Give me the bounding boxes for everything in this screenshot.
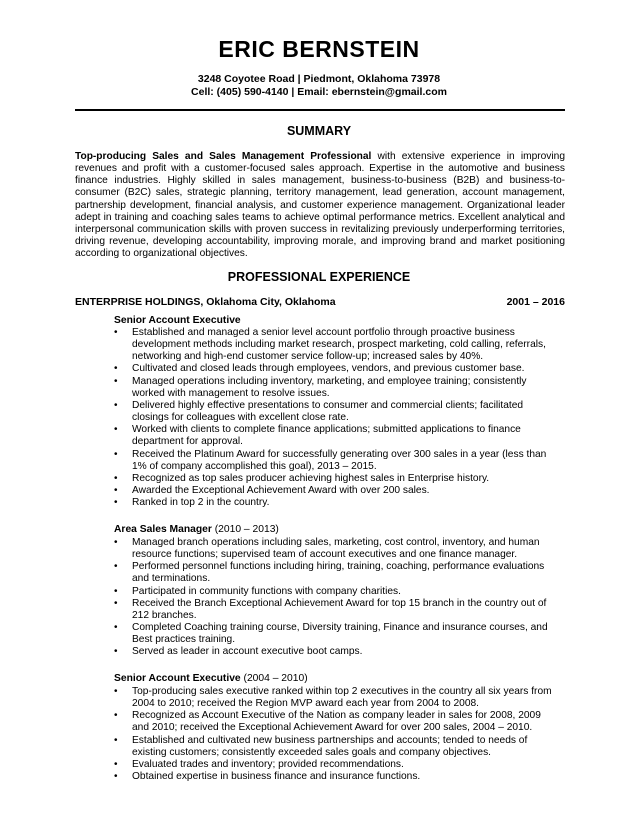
role-title-line — [114, 673, 308, 684]
list-item: • Awarded the Exceptional Achievement Award with over 200 sales. — [114, 485, 560, 497]
employer-dates: 2001 – 2016 — [506, 296, 565, 308]
summary-heading: SUMMARY — [286, 124, 352, 138]
list-item: • Recognized as top sales producer achieving highest sales in Enterprise history. — [114, 473, 560, 485]
list-item: • Recognized as Account Executive of the Nation as company leader in sales for 2008, 2009 and 2010; received the Exceptional Achievement Award for over 200 sales, 2004 – 2010. — [114, 710, 560, 734]
summary-body: with extensive experience in improving revenues and profit with a customer-focused sales approach. Expertise in the automotive and business finance industries. Highly skilled in sales management, business-to-business (B2B) and business-to-consumer (B2C) sales, strategic planning, territory management, lead generation, account management, partnership development, financial analysis, and customer experience management. Organizational leader adept in training and coaching sales teams to achieve optimal performance metrics. Excellent analytical and interpersonal communication skills with proven success in revitalizing previously underperforming territories, driving revenue, developing accountability, improving morale, and improving brand and market positioning according to organizational objectives. — [75, 151, 565, 260]
role-bullet-list — [114, 327, 560, 509]
experience-heading: PROFESSIONAL EXPERIENCE — [227, 270, 411, 284]
summary-paragraph — [75, 151, 565, 260]
list-item: • Served as leader in account executive boot camps. — [114, 646, 560, 658]
candidate-name: ERIC BERNSTEIN — [218, 36, 420, 62]
role-dates: (2010 – 2013) — [211, 524, 279, 535]
list-item: • Delivered highly effective presentations to consumer and commercial clients; facilitated closings for colleagues with excellent close rate. — [114, 400, 560, 424]
role-bullet-list — [114, 537, 560, 659]
list-item: • Participated in community functions with company charities. — [114, 586, 560, 598]
role-title: Senior Account Executive — [114, 315, 241, 326]
list-item: • Cultivated and closed leads through employees, vendors, and previous customer base. — [114, 363, 560, 375]
list-item: • Received the Branch Exceptional Achievement Award for top 15 branch in the country out of 212 branches. — [114, 598, 560, 622]
list-item: • Ranked in top 2 in the country. — [114, 497, 560, 509]
role-title: Senior Account Executive — [114, 673, 241, 684]
summary-lead: Top-producing Sales and Sales Management Professional — [75, 151, 372, 162]
list-item: • Established and cultivated new business partnerships and accounts; tended to needs of existing customers; consistently exceeded sales goals and company objectives. — [114, 735, 560, 759]
employer-line — [75, 296, 565, 308]
role-bullet-list — [114, 686, 560, 783]
list-item: • Received the Platinum Award for successfully generating over 300 sales in a year (less than 1% of company accomplished this goal), 2013 – 2015. — [114, 449, 560, 473]
list-item: • Managed branch operations including sales, marketing, cost control, inventory, and human resource functions; supervised team of account executives and one finance manager. — [114, 537, 560, 561]
list-item: • Worked with clients to complete finance applications; submitted applications to finance department for approval. — [114, 424, 560, 448]
list-item: • Top-producing sales executive ranked within top 2 executives in the country all six years from 2004 to 2010; received the Region MVP award each year from 2004 to 2008. — [114, 686, 560, 710]
list-item: • Completed Coaching training course, Diversity training, Finance and insurance courses, and Best practices training. — [114, 622, 560, 646]
role-title-line — [114, 315, 241, 326]
contact-line: Cell: (405) 590-4140 | Email: ebernstein@gmail.com — [191, 86, 447, 98]
list-item: • Obtained expertise in business finance and insurance functions. — [114, 771, 560, 783]
employer-name: ENTERPRISE HOLDINGS, Oklahoma City, Oklahoma — [75, 296, 336, 308]
role-title-line — [114, 524, 279, 535]
role-dates: (2004 – 2010) — [240, 673, 308, 684]
list-item: • Evaluated trades and inventory; provided recommendations. — [114, 759, 560, 771]
list-item: • Established and managed a senior level account portfolio through proactive business development methods including market research, prospect marketing, cold calling, referrals, networking and high-end customer service follow-up; increased sales by 40%. — [114, 327, 560, 363]
role-title: Area Sales Manager — [114, 524, 212, 535]
list-item: • Performed personnel functions including hiring, training, coaching, performance evaluations and terminations. — [114, 561, 560, 585]
header-divider — [75, 109, 565, 111]
address-line: 3248 Coyotee Road | Piedmont, Oklahoma 73978 — [197, 73, 441, 85]
list-item: • Managed operations including inventory, marketing, and employee training; consistently worked with management to resolve issues. — [114, 376, 560, 400]
